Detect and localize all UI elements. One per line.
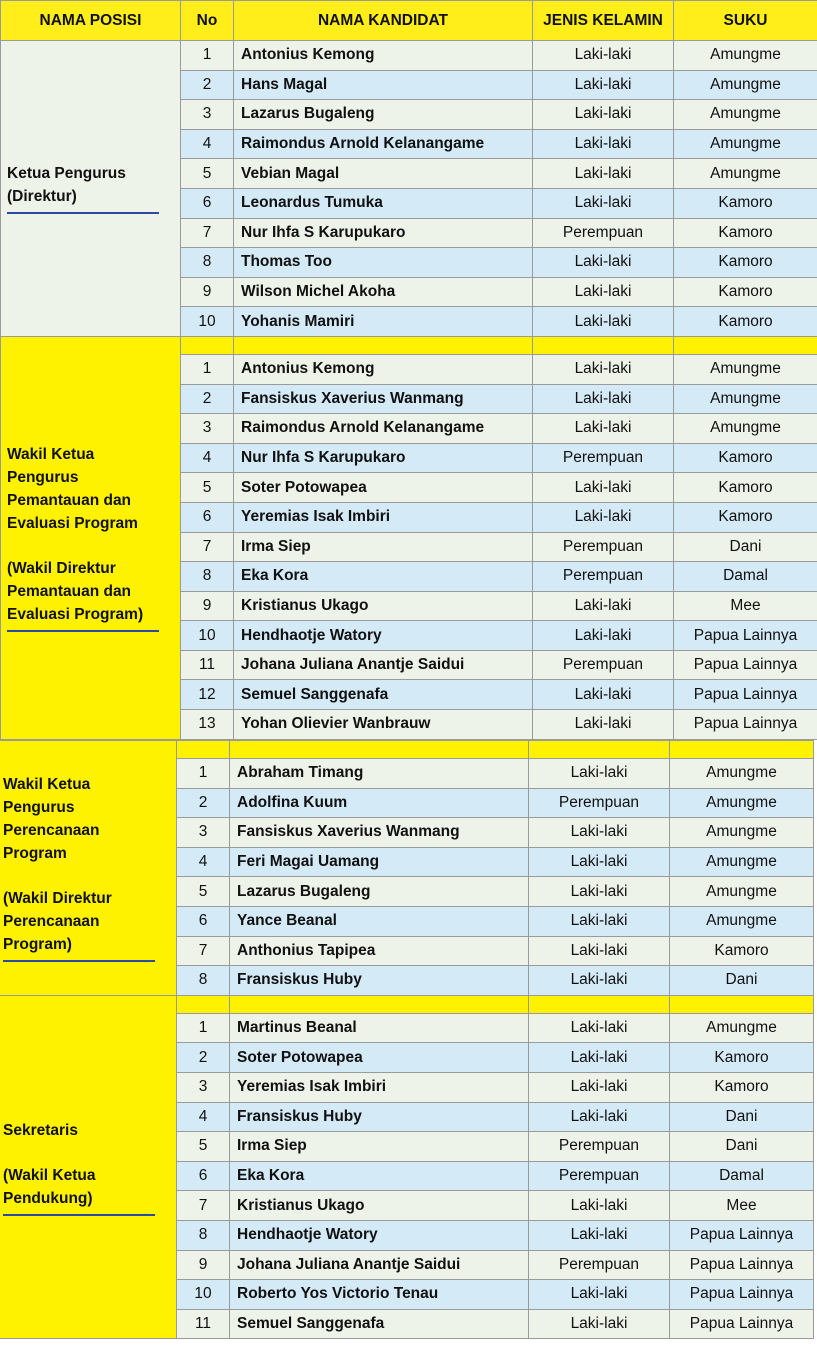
- header-gender: JENIS KELAMIN: [533, 1, 674, 41]
- candidate-name: Raimondus Arnold Kelanangame: [234, 129, 533, 159]
- candidate-gender: Laki-laki: [529, 759, 670, 789]
- candidate-tribe: Amungme: [674, 159, 817, 189]
- candidate-gender: Laki-laki: [529, 1191, 670, 1221]
- candidate-tribe: Amungme: [674, 354, 817, 384]
- candidate-name: Yeremias Isak Imbiri: [230, 1072, 529, 1102]
- position-line: (Direktur): [7, 188, 77, 206]
- candidate-gender: Laki-laki: [533, 473, 674, 503]
- row-number: 2: [177, 1043, 230, 1073]
- row-number: 7: [177, 1191, 230, 1221]
- candidate-name: Hendhaotje Watory: [234, 621, 533, 651]
- candidate-gender: Laki-laki: [533, 100, 674, 130]
- row-number: 9: [177, 1250, 230, 1280]
- row-number: 1: [181, 41, 234, 71]
- candidate-name: Semuel Sanggenafa: [230, 1309, 529, 1339]
- candidate-name: Lazarus Bugaleng: [234, 100, 533, 130]
- candidate-gender: Laki-laki: [533, 591, 674, 621]
- candidate-tribe: Amungme: [674, 414, 817, 444]
- candidate-gender: Laki-laki: [533, 680, 674, 710]
- candidate-tribe: Damal: [670, 1161, 814, 1191]
- row-number: 4: [177, 1102, 230, 1132]
- candidate-tribe: Amungme: [674, 384, 817, 414]
- row-number: 6: [181, 188, 234, 218]
- candidate-gender: Laki-laki: [533, 188, 674, 218]
- candidate-gender: Perempuan: [533, 562, 674, 592]
- position-line: Program: [3, 845, 67, 863]
- row-number: 9: [181, 277, 234, 307]
- position-line: (Wakil Ketua: [3, 1166, 96, 1184]
- candidate-name: Abraham Timang: [230, 759, 529, 789]
- candidate-tribe: Amungme: [670, 1013, 814, 1043]
- candidate-tribe: Amungme: [670, 847, 814, 877]
- position-line: Pemantauan dan: [7, 492, 132, 510]
- candidate-tribe: Kamoro: [674, 502, 817, 532]
- candidate-tribe: Dani: [670, 1132, 814, 1162]
- separator-cell: [674, 336, 817, 354]
- candidate-gender: Laki-laki: [529, 1013, 670, 1043]
- position-cell: [0, 741, 177, 996]
- row-number: 9: [181, 591, 234, 621]
- candidate-tribe: Papua Lainnya: [670, 1220, 814, 1250]
- candidate-gender: Perempuan: [533, 218, 674, 248]
- row-number: 3: [181, 414, 234, 444]
- candidate-name: Nur Ihfa S Karupukaro: [234, 218, 533, 248]
- position-line: Sekretaris: [3, 1121, 78, 1139]
- separator-cell: [230, 741, 529, 759]
- header-candidate: NAMA KANDIDAT: [234, 1, 533, 41]
- position-line: Perencanaan: [3, 822, 100, 840]
- candidate-gender: Perempuan: [533, 443, 674, 473]
- row-number: 8: [181, 248, 234, 278]
- candidate-tribe: Papua Lainnya: [670, 1250, 814, 1280]
- row-number: 2: [177, 788, 230, 818]
- candidate-gender: Perempuan: [533, 650, 674, 680]
- candidate-tribe: Mee: [674, 591, 817, 621]
- position-cell: [0, 995, 177, 1339]
- row-number: 3: [177, 1072, 230, 1102]
- row-number: 8: [177, 966, 230, 996]
- candidate-name: Yance Beanal: [230, 906, 529, 936]
- candidate-gender: Perempuan: [529, 1161, 670, 1191]
- candidate-tribe: Kamoro: [674, 277, 817, 307]
- candidate-tribe: Kamoro: [674, 307, 817, 337]
- header-row: [1, 1, 817, 41]
- row-number: 5: [177, 877, 230, 907]
- candidate-name: Vebian Magal: [234, 159, 533, 189]
- candidate-gender: Laki-laki: [533, 41, 674, 71]
- candidate-tribe: Papua Lainnya: [670, 1309, 814, 1339]
- candidate-gender: Laki-laki: [529, 818, 670, 848]
- position-line: Wakil Ketua: [3, 776, 91, 794]
- candidate-gender: Perempuan: [529, 1132, 670, 1162]
- position-line: (Wakil Direktur: [3, 890, 112, 908]
- candidate-name: Yohanis Mamiri: [234, 307, 533, 337]
- candidate-tribe: Kamoro: [670, 1072, 814, 1102]
- candidate-name: Raimondus Arnold Kelanangame: [234, 414, 533, 444]
- candidate-tribe: Amungme: [670, 818, 814, 848]
- candidate-name: Antonius Kemong: [234, 354, 533, 384]
- candidate-tribe: Papua Lainnya: [674, 710, 817, 740]
- candidate-name: Yeremias Isak Imbiri: [234, 502, 533, 532]
- row-number: 10: [177, 1280, 230, 1310]
- header-tribe: SUKU: [674, 1, 817, 41]
- candidate-name: Antonius Kemong: [234, 41, 533, 71]
- candidate-name: Roberto Yos Victorio Tenau: [230, 1280, 529, 1310]
- separator-cell: [529, 741, 670, 759]
- row-number: 5: [177, 1132, 230, 1162]
- candidate-tribe: Papua Lainnya: [674, 621, 817, 651]
- candidate-tribe: Kamoro: [674, 218, 817, 248]
- position-cell: [1, 336, 181, 739]
- position-title: [3, 773, 176, 962]
- row-number: 12: [181, 680, 234, 710]
- candidate-tribe: Papua Lainnya: [674, 680, 817, 710]
- candidate-tribe: Kamoro: [674, 443, 817, 473]
- candidate-name: Fansiskus Xaverius Wanmang: [230, 818, 529, 848]
- row-number: 11: [177, 1309, 230, 1339]
- row-number: 1: [177, 759, 230, 789]
- candidate-name: Semuel Sanggenafa: [234, 680, 533, 710]
- position-title: [3, 1119, 176, 1216]
- separator-row: [1, 336, 817, 354]
- position-line: (Wakil Direktur: [7, 560, 116, 578]
- candidate-name: Kristianus Ukago: [230, 1191, 529, 1221]
- table-row: [1, 41, 817, 71]
- candidate-name: Yohan Olievier Wanbrauw: [234, 710, 533, 740]
- candidate-gender: Laki-laki: [533, 710, 674, 740]
- separator-row: [0, 995, 814, 1013]
- candidate-name: Irma Siep: [234, 532, 533, 562]
- separator-cell: [234, 336, 533, 354]
- candidate-tribe: Amungme: [674, 100, 817, 130]
- candidate-name: Thomas Too: [234, 248, 533, 278]
- row-number: 7: [177, 936, 230, 966]
- row-number: 7: [181, 532, 234, 562]
- candidate-gender: Laki-laki: [529, 936, 670, 966]
- candidate-gender: Perempuan: [533, 532, 674, 562]
- candidate-name: Hendhaotje Watory: [230, 1220, 529, 1250]
- candidate-name: Johana Juliana Anantje Saidui: [234, 650, 533, 680]
- position-line: Wakil Ketua: [7, 446, 95, 464]
- header-no: No: [181, 1, 234, 41]
- position-line: Evaluasi Program: [7, 515, 138, 533]
- position-line: Perencanaan: [3, 913, 100, 931]
- candidate-tribe: Kamoro: [674, 188, 817, 218]
- row-number: 6: [177, 906, 230, 936]
- candidate-tribe: Kamoro: [674, 473, 817, 503]
- position-line: Evaluasi Program): [7, 606, 144, 624]
- position-line: [3, 1142, 172, 1164]
- position-line: Ketua Pengurus: [7, 165, 126, 183]
- row-number: 4: [181, 129, 234, 159]
- candidate-gender: Laki-laki: [533, 502, 674, 532]
- row-number: 4: [177, 847, 230, 877]
- candidate-gender: Laki-laki: [533, 384, 674, 414]
- row-number: 1: [181, 354, 234, 384]
- position-line: [7, 535, 176, 557]
- candidate-name: Fransiskus Huby: [230, 1102, 529, 1132]
- separator-cell: [529, 995, 670, 1013]
- candidate-name: Hans Magal: [234, 70, 533, 100]
- candidate-name: Fansiskus Xaverius Wanmang: [234, 384, 533, 414]
- row-number: 5: [181, 473, 234, 503]
- candidate-gender: Laki-laki: [529, 1309, 670, 1339]
- candidate-gender: Laki-laki: [533, 129, 674, 159]
- candidate-gender: Laki-laki: [533, 248, 674, 278]
- position-line: Pemantauan dan: [7, 583, 132, 601]
- position-line: Program): [3, 936, 72, 954]
- candidate-name: Nur Ihfa S Karupukaro: [234, 443, 533, 473]
- candidate-name: Kristianus Ukago: [234, 591, 533, 621]
- row-number: 5: [181, 159, 234, 189]
- separator-cell: [670, 741, 814, 759]
- candidate-name: Anthonius Tapipea: [230, 936, 529, 966]
- candidate-gender: Laki-laki: [529, 906, 670, 936]
- candidate-gender: Laki-laki: [533, 354, 674, 384]
- position-line: Pengurus: [7, 469, 79, 487]
- candidate-tribe: Kamoro: [670, 1043, 814, 1073]
- candidate-gender: Laki-laki: [529, 966, 670, 996]
- row-number: 6: [181, 502, 234, 532]
- candidate-name: Johana Juliana Anantje Saidui: [230, 1250, 529, 1280]
- candidate-name: Eka Kora: [230, 1161, 529, 1191]
- candidate-name: Fransiskus Huby: [230, 966, 529, 996]
- candidate-tribe: Amungme: [670, 906, 814, 936]
- position-title: [7, 443, 180, 632]
- row-number: 6: [177, 1161, 230, 1191]
- position-underline: [7, 630, 159, 632]
- candidate-name: Leonardus Tumuka: [234, 188, 533, 218]
- candidate-gender: Laki-laki: [529, 1102, 670, 1132]
- row-number: 2: [181, 70, 234, 100]
- row-number: 3: [177, 818, 230, 848]
- separator-cell: [670, 995, 814, 1013]
- candidate-gender: Laki-laki: [533, 159, 674, 189]
- position-title: [7, 162, 180, 214]
- candidate-tribe: Papua Lainnya: [670, 1280, 814, 1310]
- header-position: NAMA POSISI: [1, 1, 181, 41]
- candidate-gender: Laki-laki: [529, 877, 670, 907]
- candidate-tribe: Amungme: [670, 877, 814, 907]
- position-cell: [1, 41, 181, 337]
- candidate-name: Martinus Beanal: [230, 1013, 529, 1043]
- candidate-tribe: Amungme: [670, 788, 814, 818]
- position-line: [3, 865, 172, 887]
- candidate-gender: Laki-laki: [533, 277, 674, 307]
- candidate-gender: Laki-laki: [533, 414, 674, 444]
- separator-row: [0, 741, 814, 759]
- row-number: 7: [181, 218, 234, 248]
- candidate-tribe: Amungme: [674, 41, 817, 71]
- candidate-gender: Laki-laki: [529, 1043, 670, 1073]
- candidate-name: Eka Kora: [234, 562, 533, 592]
- candidate-tribe: Damal: [674, 562, 817, 592]
- candidate-gender: Laki-laki: [529, 1220, 670, 1250]
- row-number: 10: [181, 621, 234, 651]
- candidate-name: Irma Siep: [230, 1132, 529, 1162]
- row-number: 11: [181, 650, 234, 680]
- candidate-tribe: Amungme: [670, 759, 814, 789]
- candidate-tribe: Papua Lainnya: [674, 650, 817, 680]
- row-number: 8: [181, 562, 234, 592]
- candidate-name: Lazarus Bugaleng: [230, 877, 529, 907]
- separator-cell: [181, 336, 234, 354]
- candidate-gender: Laki-laki: [529, 1280, 670, 1310]
- candidate-tribe: Amungme: [674, 129, 817, 159]
- row-number: 2: [181, 384, 234, 414]
- position-line: Pengurus: [3, 799, 75, 817]
- candidate-tribe: Kamoro: [674, 248, 817, 278]
- position-underline: [7, 212, 159, 214]
- row-number: 8: [177, 1220, 230, 1250]
- position-line: Pendukung): [3, 1189, 93, 1207]
- candidate-gender: Perempuan: [529, 1250, 670, 1280]
- position-underline: [3, 960, 155, 962]
- candidate-name: Soter Potowapea: [230, 1043, 529, 1073]
- row-number: 1: [177, 1013, 230, 1043]
- row-number: 4: [181, 443, 234, 473]
- candidate-tribe: Amungme: [674, 70, 817, 100]
- candidate-tribe: Dani: [670, 966, 814, 996]
- candidate-gender: Laki-laki: [533, 621, 674, 651]
- candidate-gender: Laki-laki: [529, 1072, 670, 1102]
- separator-cell: [230, 995, 529, 1013]
- candidate-tribe: Kamoro: [670, 936, 814, 966]
- candidate-name: Feri Magai Uamang: [230, 847, 529, 877]
- candidate-gender: Laki-laki: [533, 307, 674, 337]
- position-underline: [3, 1214, 155, 1216]
- candidate-name: Wilson Michel Akoha: [234, 277, 533, 307]
- candidate-tribe: Dani: [674, 532, 817, 562]
- separator-cell: [177, 741, 230, 759]
- candidate-name: Adolfina Kuum: [230, 788, 529, 818]
- candidate-gender: Laki-laki: [529, 847, 670, 877]
- row-number: 3: [181, 100, 234, 130]
- candidate-tribe: Mee: [670, 1191, 814, 1221]
- candidate-gender: Perempuan: [529, 788, 670, 818]
- row-number: 13: [181, 710, 234, 740]
- candidate-tribe: Dani: [670, 1102, 814, 1132]
- separator-cell: [177, 995, 230, 1013]
- row-number: 10: [181, 307, 234, 337]
- candidate-table-bottom: [0, 740, 814, 1339]
- separator-cell: [533, 336, 674, 354]
- candidate-gender: Laki-laki: [533, 70, 674, 100]
- candidate-name: Soter Potowapea: [234, 473, 533, 503]
